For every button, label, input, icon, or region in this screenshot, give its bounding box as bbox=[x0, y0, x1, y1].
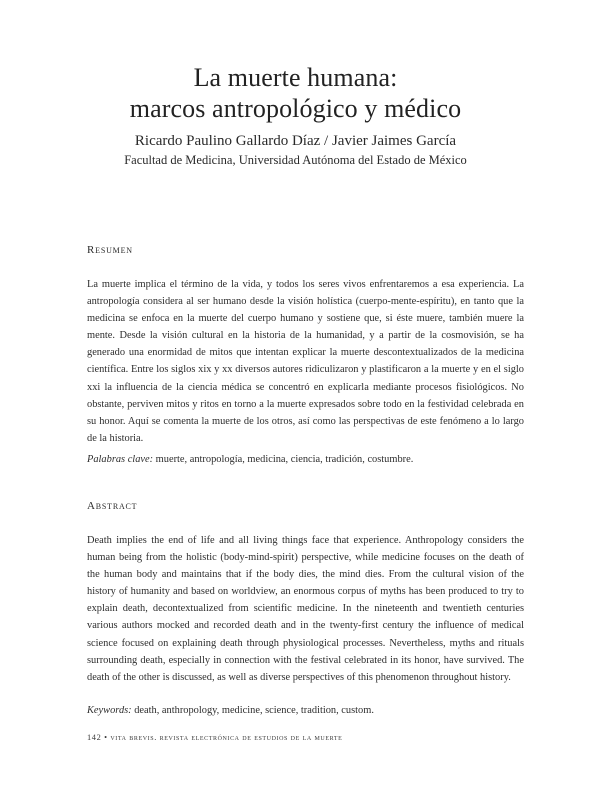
abstract-keywords-label: Keywords: bbox=[87, 705, 132, 716]
journal-name: vita brevis. revista electrónica de estudios de la muerte bbox=[110, 733, 343, 742]
author-affiliation: Facultad de Medicina, Universidad Autónoma del Estado de México bbox=[124, 153, 467, 167]
resumen-keywords-list: muerte, antropología, medicina, ciencia, tradición, costumbre. bbox=[153, 454, 414, 465]
abstract-keywords-list: death, anthropology, medicine, science, tradition, custom. bbox=[131, 705, 374, 716]
resumen-heading: Resumen bbox=[87, 244, 133, 256]
title-line-1: La muerte humana: bbox=[193, 63, 398, 92]
abstract-text: Death implies the end of life and all living things face that experience. Anthropology considers the human being from the holistic (body-mind-spirit) perspective, while medicine focuses on the death of the human body and maintains that if the body dies, the mind dies. From the cultural vision of the history of humanity and based on worldview, an enormous corpus of myths has been produced to try to explain death, decontextualized from scientific medicine. In the nineteenth and twentieth centuries various authors mocked and recorded death and in the twenty-first century the influence of medical science focused on explaining death through physiological processes. Nevertheless, myths and rituals surrounding death, especially in connection with the festival celebrated in its honor, have survived. The death of the other is discussed, as well as diverse perspectives of this phenomenon throughout history. bbox=[87, 535, 524, 683]
abstract-heading: Abstract bbox=[87, 500, 138, 512]
page-number: 142 bbox=[87, 733, 102, 742]
title-line-2: marcos antropológico y médico bbox=[129, 94, 462, 123]
author-names: Ricardo Paulino Gallardo Díaz / Javier Jaimes García bbox=[134, 133, 457, 149]
resumen-keywords bbox=[87, 452, 524, 468]
abstract-keywords bbox=[87, 703, 524, 719]
footer-separator: • bbox=[104, 733, 108, 742]
resumen-keywords-label: Palabras clave: bbox=[87, 454, 154, 465]
resumen-text: La muerte implica el término de la vida, y todos los seres vivos enfrentaremos a esa experiencia. La antropología considera al ser humano desde la visión holística (cuerpo-mente-espíritu), en tanto que la medicina se enfoca en la muerte del cuerpo humano y sostiene que, si éste muere, también muere la mente. Desde la visión cultural en la historia de la humanidad, y a partir de la cosmovisión, se ha generado una enormidad de mitos que intentan explicar la muerte descontextualizados de la medicina científica. Entre los siglos xix y xx diversos autores ridiculizaron y plastificaron a la muerte y en el siglo xxi la influencia de la ciencia médica se concentró en explicarla mediante procesos fisiológicos. No obstante, perviven mitos y ritos en torno a la muerte expresados sobre todo en la festividad celebrada en su honor. Aquí se comenta la muerte de los otros, así como las perspectivas de este fenómeno a lo largo de la historia. bbox=[87, 279, 524, 444]
page-footer bbox=[87, 733, 342, 742]
article-title bbox=[0, 62, 591, 124]
